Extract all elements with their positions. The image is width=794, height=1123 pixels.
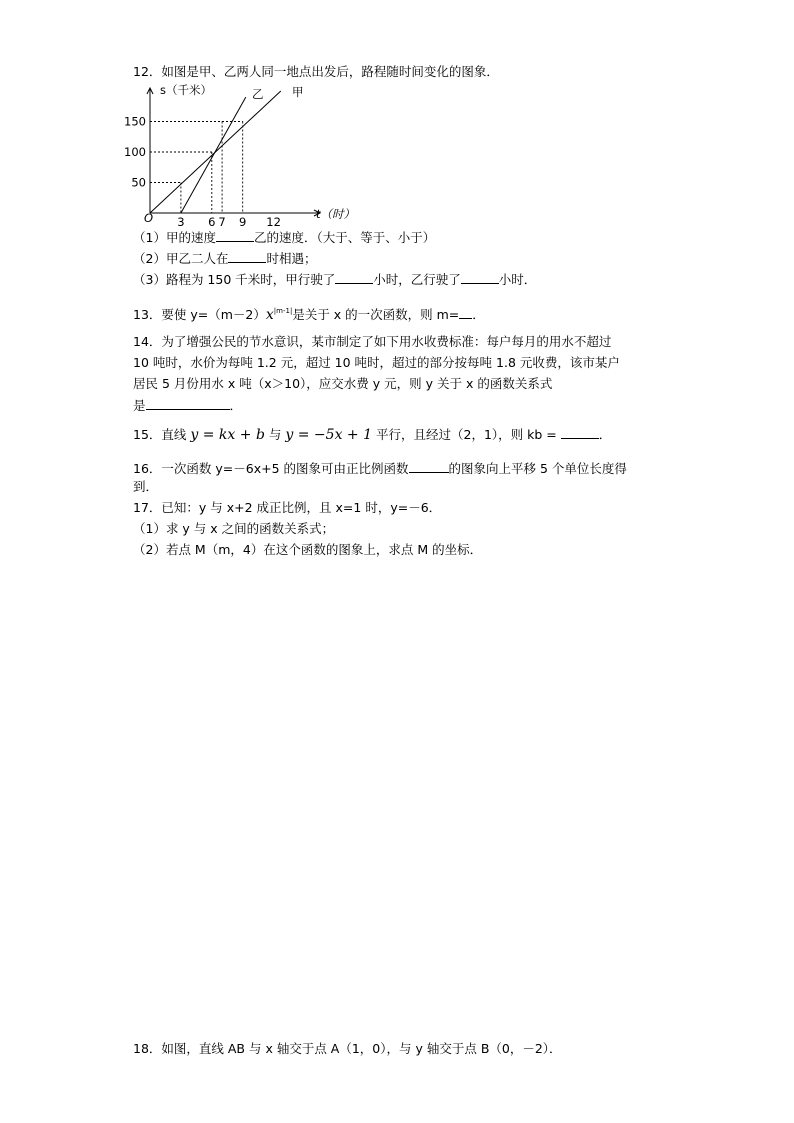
- line-label-jia: 甲: [292, 85, 304, 99]
- line-label-yi: 乙: [252, 87, 264, 101]
- q13-exponent: |m-1|: [273, 307, 293, 315]
- q12-part2-text-a: （2）甲乙二人在: [133, 251, 229, 266]
- q14-blank[interactable]: [146, 397, 230, 410]
- q12-part1-text-a: （1）甲的速度: [133, 230, 216, 245]
- q15-text-d: ．: [598, 427, 612, 442]
- q12-part3-blank-2[interactable]: [461, 271, 499, 284]
- q12-part3: [133, 271, 536, 288]
- origin-label: O: [144, 211, 154, 225]
- q14-line-4: [133, 397, 242, 414]
- q15-text-a: 15．直线: [133, 427, 187, 442]
- x-axis-label: t（时）: [316, 207, 356, 221]
- q12-part1-text-b: 乙的速度．（大于、等于、小于）: [253, 230, 436, 245]
- q12-part1: [133, 229, 435, 246]
- q15-text-c: 平行，且经过（2，1），则 kb =: [376, 427, 557, 442]
- q16-line-1: [133, 460, 627, 477]
- q14-text-a: 是: [133, 398, 146, 413]
- y-tick-label-100: 100: [124, 145, 146, 159]
- q17-part2: （2）若点 M（m，4）在这个函数的图象上，求点 M 的坐标．: [133, 542, 483, 557]
- q17-stem: 17．已知：y 与 x+2 成正比例，且 x=1 时，y=－6．: [133, 500, 442, 515]
- x-tick-label-6: 6: [208, 215, 216, 229]
- q14-line-3: 居民 5 月份用水 x 吨（x＞10），应交水费 y 元，则 y 关于 x 的函数关系式: [133, 376, 553, 391]
- q12-part3-text-a: （3）路程为 150 千米时，甲行驶了: [133, 272, 336, 287]
- q15-text-b: 与: [268, 427, 282, 442]
- x-tick-label-12: 12: [266, 215, 281, 229]
- q13-text-c: ．: [472, 307, 485, 322]
- q12-stem: 12．如图是甲、乙两人同一地点出发后，路程随时间变化的图象．: [133, 64, 499, 79]
- q13-base: x: [265, 307, 274, 323]
- q13: [133, 303, 485, 323]
- q14-text-b: ．: [229, 398, 243, 413]
- series-line-yi: [181, 97, 246, 213]
- q12-part3-text-b: 小时，乙行驶了: [373, 272, 461, 287]
- q13-text-a: 13．要使 y=（m－2）: [133, 307, 266, 322]
- q16-blank[interactable]: [409, 460, 449, 473]
- q12-part3-text-c: 小时．: [498, 272, 537, 287]
- x-tick-label-3: 3: [177, 215, 185, 229]
- q15: [133, 426, 611, 443]
- q17-part1: （1）求 y 与 x 之间的函数关系式；: [133, 521, 335, 536]
- q16-text-a: 16．一次函数 y=－6x+5 的图象可由正比例函数: [133, 461, 409, 476]
- q14-line-1: 14．为了增强公民的节水意识，某市制定了如下用水收费标准：每户每月的用水不超过: [133, 334, 612, 349]
- y-tick-label-150: 150: [124, 114, 146, 129]
- q12-graph: [124, 80, 356, 230]
- q15-blank[interactable]: [561, 426, 599, 439]
- y-tick-label-50: 50: [131, 175, 146, 190]
- q14-line-2: 10 吨时，水价为每吨 1.2 元，超过 10 吨时，超过的部分按每吨 1.8 元收费，该市某户: [133, 355, 620, 370]
- q15-line-2-equation: y = −5x + 1: [285, 427, 373, 443]
- q13-text-b: 是关于 x 的一次函数，则 m=: [292, 307, 460, 322]
- q16-text-b: 的图象向上平移 5 个单位长度得: [448, 461, 627, 476]
- x-tick-label-7: 7: [218, 215, 226, 229]
- y-axis-label: s（千米）: [160, 83, 212, 97]
- q12-part3-blank-1[interactable]: [335, 271, 373, 284]
- q12-part2: [133, 250, 316, 267]
- q12-part2-text-b: 时相遇；: [266, 251, 317, 266]
- q16-line-2: 到．: [133, 479, 159, 494]
- q13-blank[interactable]: [459, 306, 472, 319]
- q18-stem: 18．如图，直线 AB 与 x 轴交于点 A（1，0），与 y 轴交于点 B（0，－2）．: [133, 1041, 562, 1056]
- q12-part2-blank[interactable]: [228, 250, 266, 263]
- q12-part1-blank[interactable]: [216, 229, 254, 242]
- x-tick-label-9: 9: [239, 215, 247, 229]
- q15-line-1-equation: y = kx + b: [190, 427, 265, 443]
